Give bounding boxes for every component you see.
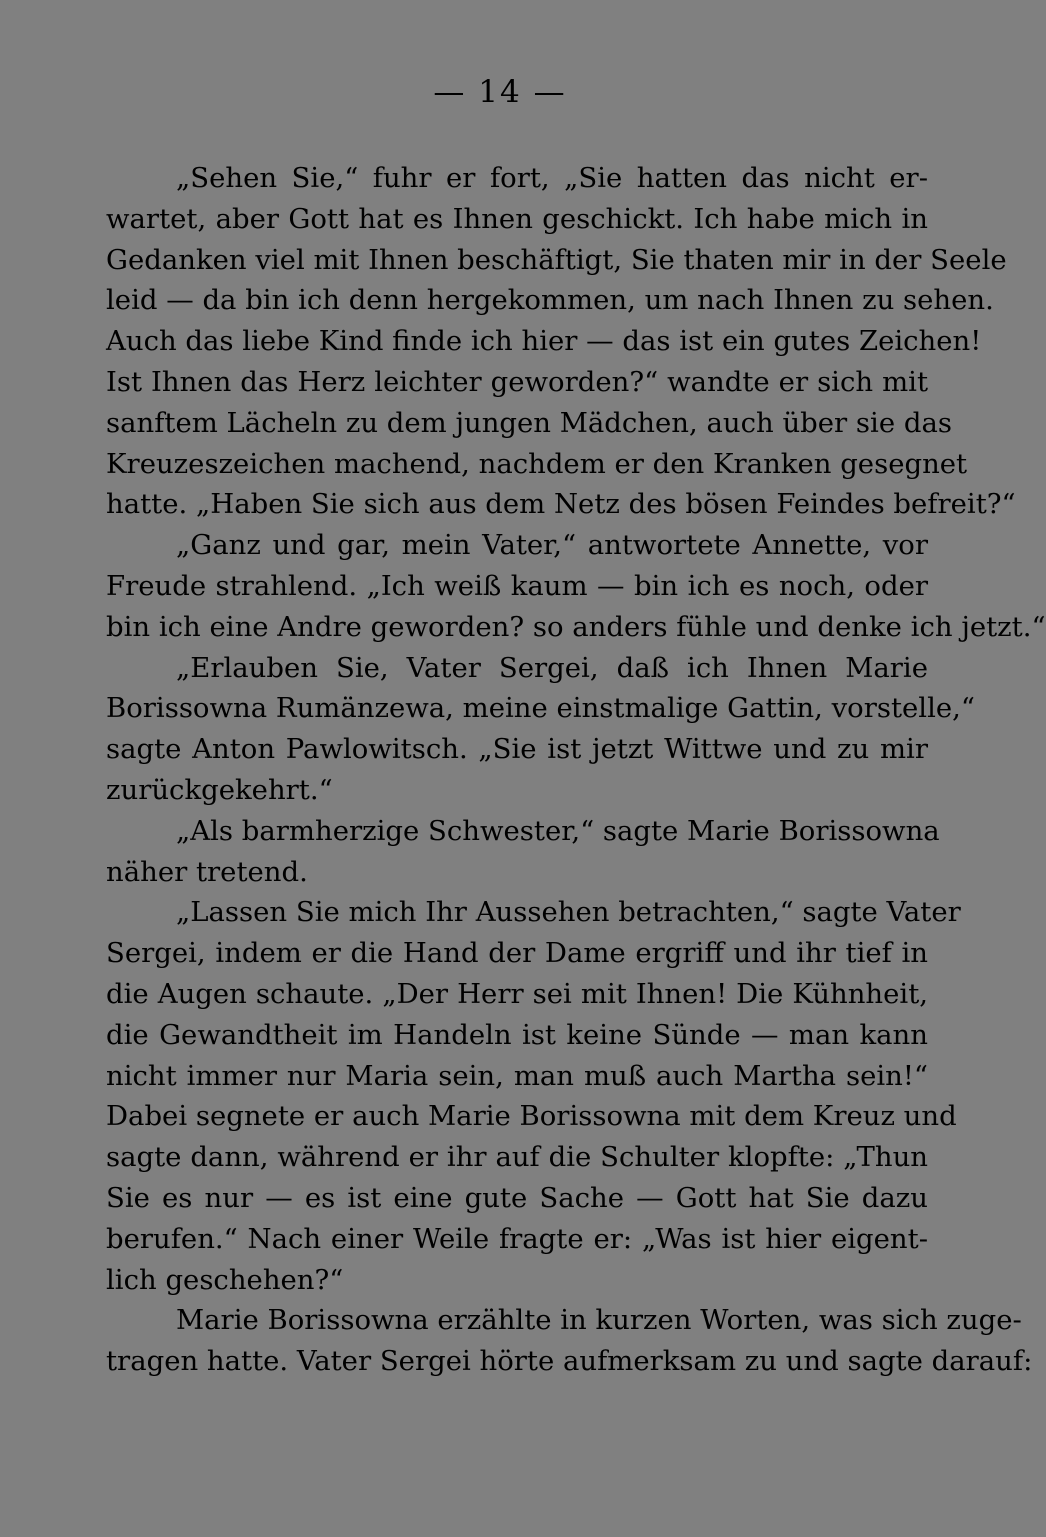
text-line: Auch das liebe Kind finde ich hier — das ist ein gutes Zeichen! — [106, 325, 982, 358]
text-line: die Augen schaute. „Der Herr sei mit Ihnen! Die Kühnheit, — [106, 977, 928, 1010]
text-line: sagte dann, während er ihr auf die Schulter klopfte: „Thun — [106, 1141, 928, 1174]
text-line: Sergei, indem er die Hand der Dame ergriff und ihr tief in — [106, 937, 928, 970]
text-line: Sie es nur — es ist eine gute Sache — Gott hat Sie dazu — [106, 1181, 928, 1214]
text-line: bin ich eine Andre geworden? so anders fühle und denke ich jetzt.“ — [106, 610, 1046, 643]
text-line: leid — da bin ich denn hergekommen, um nach Ihnen zu sehen. — [106, 284, 994, 317]
text-line: Marie Borissowna erzählte in kurzen Worten, was sich zuge- — [176, 1304, 1022, 1337]
text-line: lich geschehen?“ — [106, 1263, 344, 1296]
text-line: Kreuzeszeichen machend, nachdem er den Kranken gesegnet — [106, 447, 968, 480]
text-line: sanftem Lächeln zu dem jungen Mädchen, auch über sie das — [106, 406, 952, 439]
body-text — [106, 158, 1046, 1382]
text-line: wartet, aber Gott hat es Ihnen geschickt. Ich habe mich in — [106, 202, 928, 235]
text-line: näher tretend. — [106, 855, 308, 888]
text-line: nicht immer nur Maria sein, man muß auch Martha sein!“ — [106, 1059, 928, 1092]
text-line: „Als barmherzige Schwester,“ sagte Marie Borissowna — [176, 814, 940, 847]
text-line: zurückgekehrt.“ — [106, 773, 333, 806]
text-line: berufen.“ Nach einer Weile fragte er: „Was ist hier eigent- — [106, 1222, 928, 1255]
text-line: Freude strahlend. „Ich weiß kaum — bin ich es noch, oder — [106, 569, 928, 602]
text-line: hatte. „Haben Sie sich aus dem Netz des bösen Feindes befreit?“ — [106, 488, 1016, 521]
text-line: Gedanken viel mit Ihnen beschäftigt, Sie thaten mir in der Seele — [106, 243, 1007, 276]
text-line: „Erlauben Sie, Vater Sergei, daß ich Ihnen Marie — [176, 651, 928, 684]
text-line: Ist Ihnen das Herz leichter geworden?“ wandte er sich mit — [106, 365, 928, 398]
text-line: „Lassen Sie mich Ihr Aussehen betrachten,“ sagte Vater — [176, 896, 961, 929]
text-line: sagte Anton Pawlowitsch. „Sie ist jetzt Wittwe und zu mir — [106, 733, 928, 766]
text-line: die Gewandtheit im Handeln ist keine Sünde — man kann — [106, 1018, 928, 1051]
page-number: — 14 — — [433, 74, 567, 110]
text-line: „Sehen Sie,“ fuhr er fort, „Sie hatten das nicht er- — [176, 162, 928, 194]
text-line: „Ganz und gar, mein Vater,“ antwortete Annette, vor — [176, 529, 928, 562]
text-line: Borissowna Rumänzewa, meine einstmalige Gattin, vorstelle,“ — [106, 692, 975, 725]
text-line: tragen hatte. Vater Sergei hörte aufmerksam zu und sagte darauf: — [106, 1345, 1033, 1378]
text-line: Dabei segnete er auch Marie Borissowna mit dem Kreuz und — [106, 1100, 957, 1133]
